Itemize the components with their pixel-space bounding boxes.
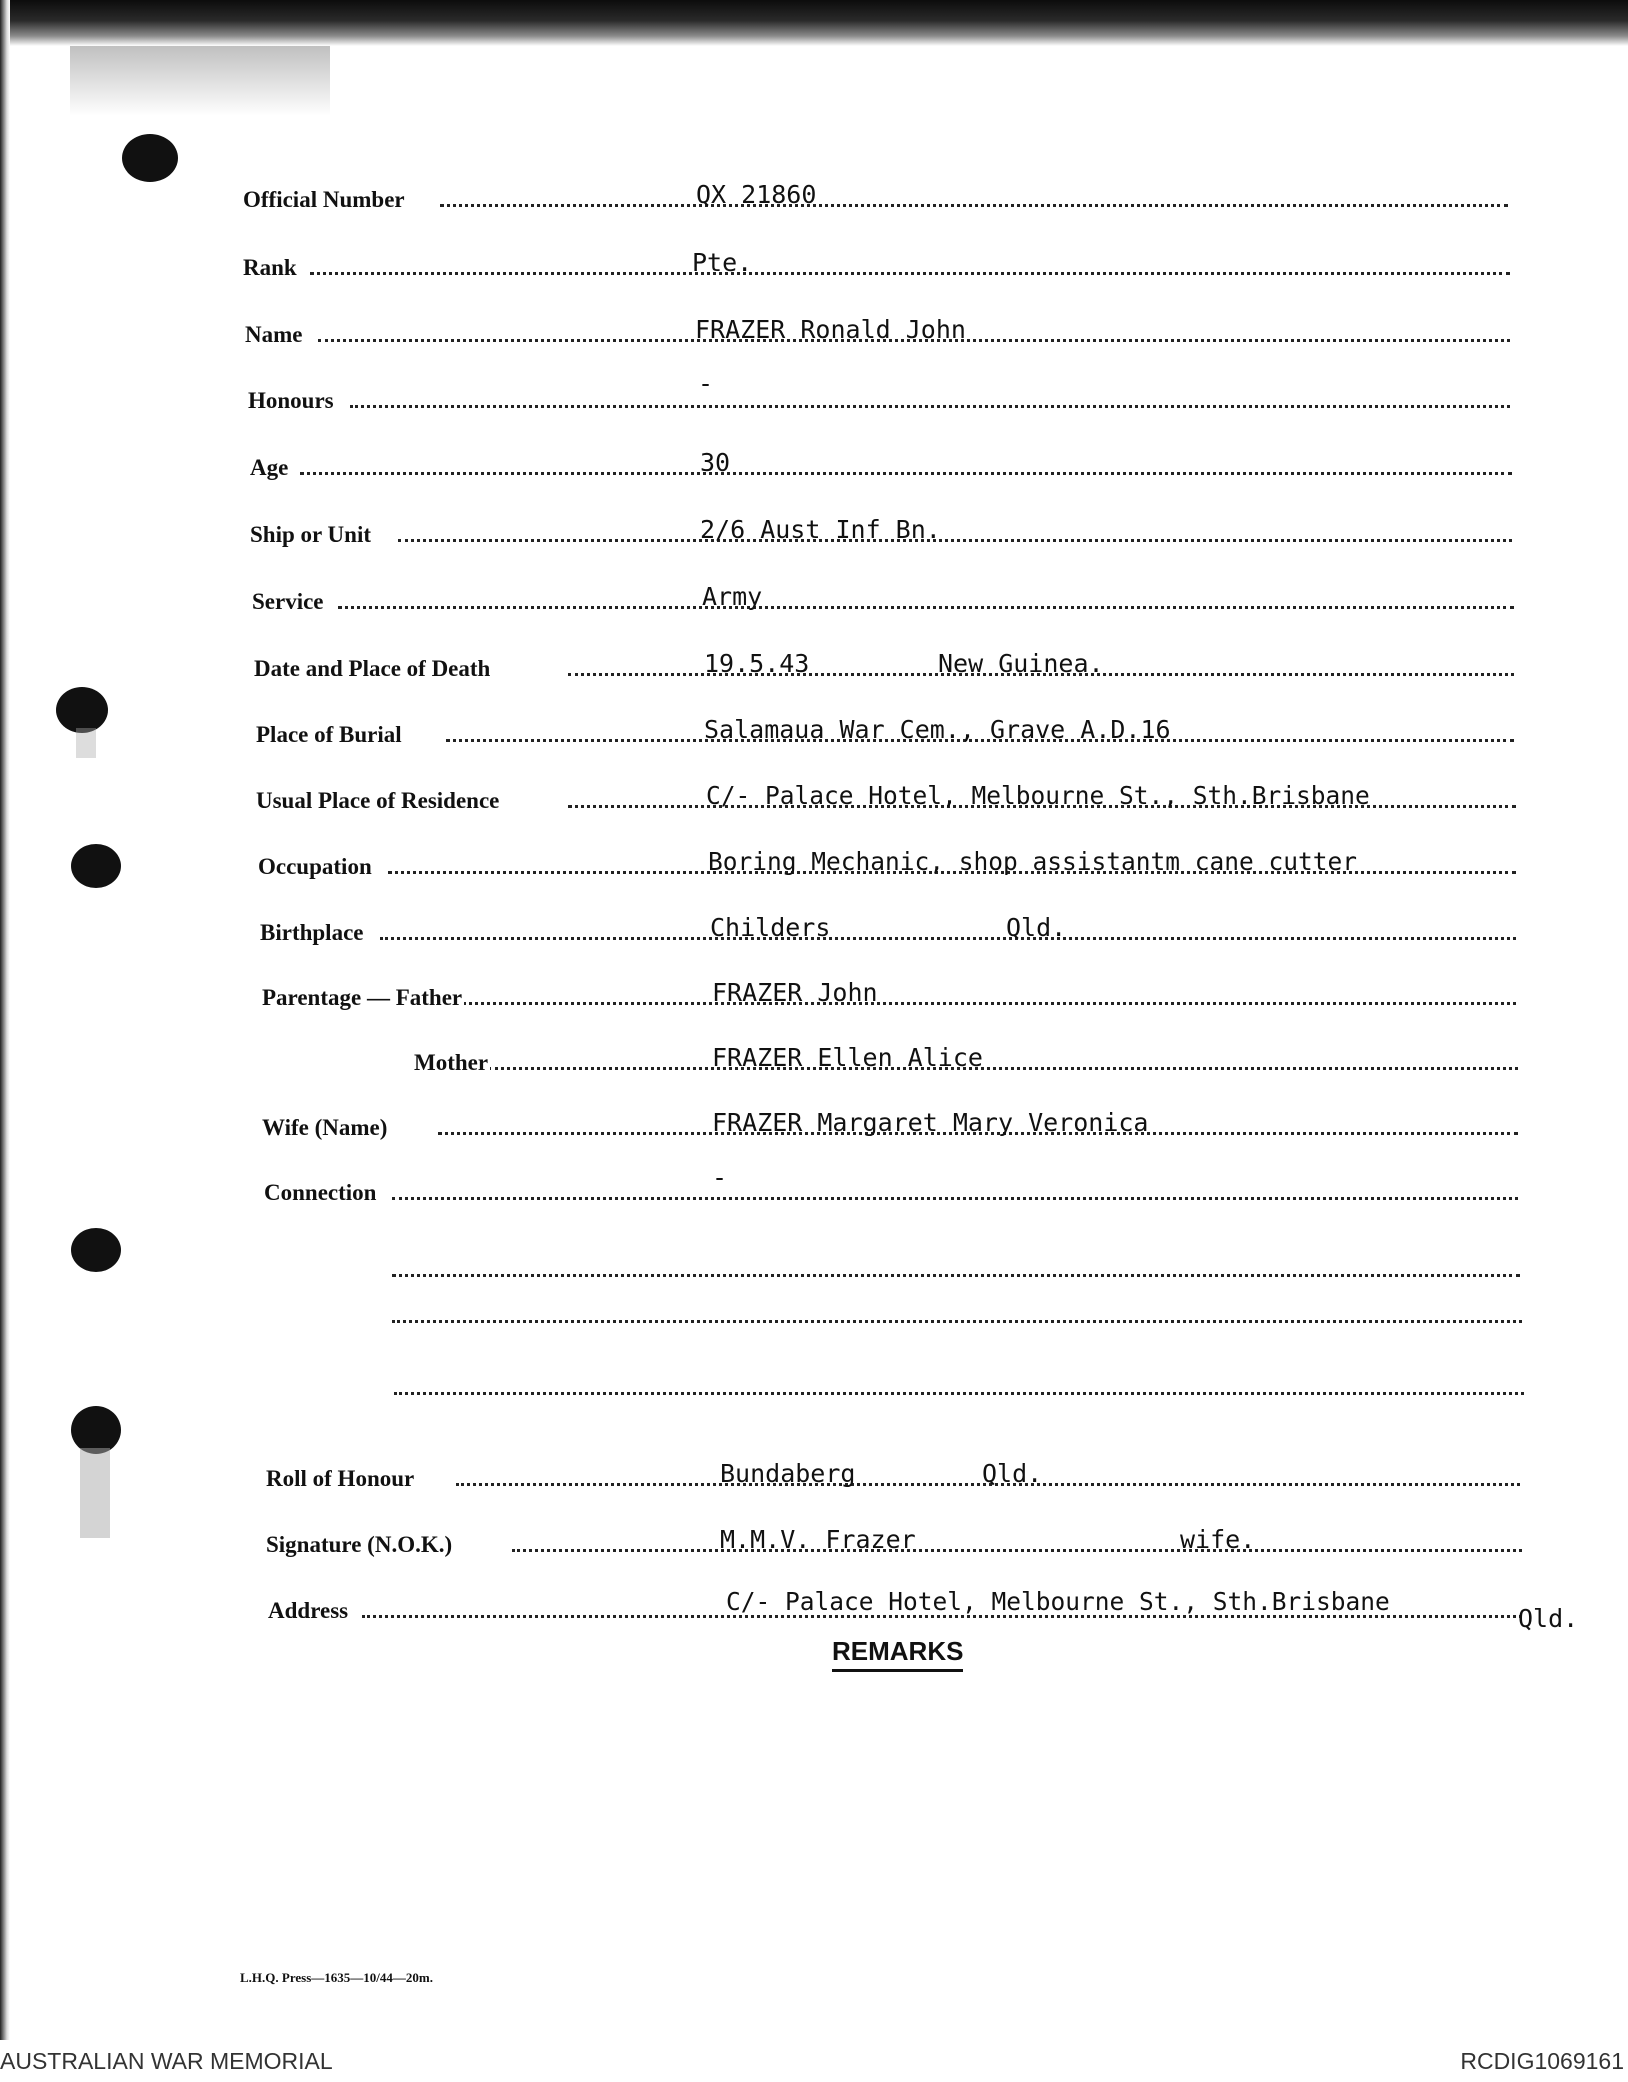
row-place-of-burial bbox=[0, 710, 1628, 750]
value-connection: - bbox=[712, 1163, 728, 1192]
dotted-line bbox=[440, 204, 1508, 207]
value-official-number: QX 21860 bbox=[696, 180, 817, 209]
row-roll-of-honour bbox=[0, 1454, 1628, 1494]
label-date-place-death: Date and Place of Death bbox=[254, 656, 491, 681]
footer-record-id: RCDIG1069161 bbox=[1460, 2048, 1624, 2074]
value-signature-relation: wife. bbox=[1180, 1525, 1256, 1554]
row-official-number bbox=[0, 175, 1628, 215]
footer-archive-name: AUSTRALIAN WAR MEMORIAL bbox=[0, 2048, 333, 2074]
blank-line-3 bbox=[394, 1392, 1524, 1395]
value-death-place: New Guinea. bbox=[938, 649, 1104, 678]
label-age: Age bbox=[250, 455, 289, 480]
punch-hole-5 bbox=[71, 1406, 121, 1454]
label-occupation: Occupation bbox=[258, 854, 372, 879]
value-rank: Pte. bbox=[692, 248, 753, 277]
label-mother: Mother bbox=[414, 1050, 489, 1075]
value-service: Army bbox=[702, 582, 763, 611]
row-name bbox=[0, 310, 1628, 350]
dotted-line bbox=[380, 937, 1516, 940]
remarks-heading: REMARKS bbox=[832, 1636, 963, 1672]
row-occupation bbox=[0, 842, 1628, 882]
value-death-date: 19.5.43 bbox=[704, 649, 810, 678]
label-usual-residence: Usual Place of Residence bbox=[256, 788, 500, 813]
label-wife: Wife (Name) bbox=[262, 1115, 388, 1140]
dotted-line bbox=[458, 1002, 1516, 1005]
label-rank: Rank bbox=[243, 255, 297, 280]
blank-line-1 bbox=[392, 1274, 1520, 1277]
row-ship-or-unit bbox=[0, 510, 1628, 550]
value-place-of-burial: Salamaua War Cem., Grave A.D.16 bbox=[704, 715, 1171, 744]
dotted-line bbox=[398, 539, 1512, 542]
row-parentage-mother bbox=[0, 1038, 1628, 1078]
row-address bbox=[0, 1586, 1628, 1626]
row-rank bbox=[0, 243, 1628, 283]
value-address: C/- Palace Hotel, Melbourne St., Sth.Brisbane bbox=[726, 1587, 1390, 1616]
blank-line-2 bbox=[392, 1320, 1522, 1323]
value-address-line2: Qld. bbox=[1518, 1604, 1579, 1633]
row-signature bbox=[0, 1520, 1628, 1560]
dotted-line bbox=[488, 1067, 1518, 1070]
label-connection: Connection bbox=[264, 1180, 377, 1205]
value-signature-name: M.M.V. Frazer bbox=[720, 1525, 916, 1554]
value-ship-or-unit: 2/6 Aust Inf Bn. bbox=[700, 515, 941, 544]
label-name: Name bbox=[245, 322, 303, 347]
label-signature: Signature (N.O.K.) bbox=[266, 1532, 453, 1557]
row-connection bbox=[0, 1163, 1628, 1208]
value-name: FRAZER Ronald John bbox=[695, 315, 966, 344]
row-birthplace bbox=[0, 908, 1628, 948]
row-age bbox=[0, 443, 1628, 483]
value-roll-town: Bundaberg bbox=[720, 1459, 856, 1488]
value-usual-residence: C/- Palace Hotel, Melbourne St., Sth.Brisbane bbox=[706, 781, 1370, 810]
value-honours: - bbox=[698, 369, 714, 398]
value-mother: FRAZER Ellen Alice bbox=[712, 1043, 983, 1072]
label-parentage-father: Parentage — Father bbox=[262, 985, 463, 1010]
dotted-line bbox=[310, 272, 1510, 275]
punch-hole-4 bbox=[71, 1228, 121, 1272]
dotted-line bbox=[350, 405, 1510, 408]
value-wife: FRAZER Margaret Mary Veronica bbox=[712, 1108, 1149, 1137]
row-date-place-death bbox=[0, 644, 1628, 684]
row-wife bbox=[0, 1103, 1628, 1143]
label-ship-or-unit: Ship or Unit bbox=[250, 522, 372, 547]
label-service: Service bbox=[252, 589, 324, 614]
label-birthplace: Birthplace bbox=[260, 920, 364, 945]
value-occupation: Boring Mechanic, shop assistantm cane cutter bbox=[708, 847, 1358, 876]
dotted-line bbox=[392, 1197, 1518, 1200]
dotted-line bbox=[300, 472, 1512, 475]
value-birthplace-town: Childers bbox=[710, 913, 831, 942]
label-address: Address bbox=[268, 1598, 349, 1623]
label-honours: Honours bbox=[248, 388, 334, 413]
label-official-number: Official Number bbox=[243, 187, 405, 212]
dotted-line bbox=[338, 606, 1514, 609]
label-place-of-burial: Place of Burial bbox=[256, 722, 402, 747]
row-honours bbox=[0, 369, 1628, 416]
row-parentage-father bbox=[0, 973, 1628, 1013]
dotted-line bbox=[512, 1549, 1522, 1552]
label-roll-of-honour: Roll of Honour bbox=[266, 1466, 415, 1491]
value-birthplace-state: Qld. bbox=[1006, 913, 1067, 942]
row-usual-residence bbox=[0, 776, 1628, 816]
value-father: FRAZER John bbox=[712, 978, 878, 1007]
row-service bbox=[0, 577, 1628, 617]
value-age: 30 bbox=[700, 448, 731, 477]
value-roll-state: Qld. bbox=[982, 1459, 1043, 1488]
press-imprint: L.H.Q. Press—1635—10/44—20m. bbox=[240, 1970, 433, 1985]
